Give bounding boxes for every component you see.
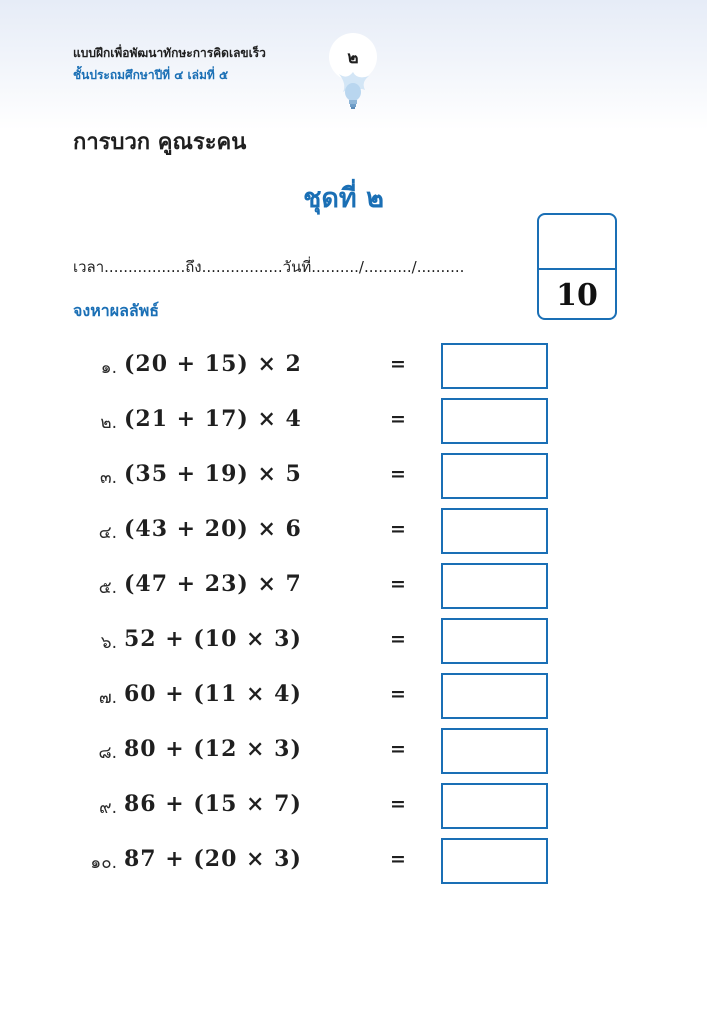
answer-box[interactable] [441, 618, 548, 664]
problem-number: ๑๐. [90, 853, 117, 873]
problem-row [0, 507, 707, 554]
problem-row [0, 452, 707, 499]
problem-expression: (21 + 17) × 4 [124, 406, 302, 432]
problem-number: ๘. [98, 743, 117, 763]
answer-box[interactable] [441, 563, 548, 609]
equals-sign: = [390, 353, 406, 375]
problem-number: ๑. [100, 358, 117, 378]
answer-box[interactable] [441, 728, 548, 774]
problem-expression: 60 + (11 × 4) [124, 681, 302, 707]
book-title: แบบฝึกเพื่อพัฒนาทักษะการคิดเลขเร็ว [73, 46, 266, 60]
equals-sign: = [390, 463, 406, 485]
lightbulb-splash-icon [333, 70, 373, 112]
problem-number: ๓. [99, 468, 117, 488]
equals-sign: = [390, 408, 406, 430]
problem-row [0, 782, 707, 829]
problem-row [0, 397, 707, 444]
problem-number: ๙. [99, 798, 117, 818]
problem-expression: 87 + (20 × 3) [124, 846, 302, 872]
equals-sign: = [390, 518, 406, 540]
equals-sign: = [390, 848, 406, 870]
problem-expression: (43 + 20) × 6 [124, 516, 302, 542]
problem-row [0, 727, 707, 774]
equals-sign: = [390, 573, 406, 595]
problem-row [0, 672, 707, 719]
book-level: ชั้นประถมศึกษาปีที่ ๔ เล่มที่ ๕ [73, 68, 229, 82]
instruction: จงหาผลลัพธ์ [73, 301, 160, 320]
equals-sign: = [390, 628, 406, 650]
answer-box[interactable] [441, 343, 548, 389]
score-obtained-field[interactable] [539, 215, 615, 270]
time-date-line: เวลา.................ถึง.................วันที่........../........../.......... [73, 258, 465, 276]
answer-box[interactable] [441, 838, 548, 884]
problem-number: ๔. [98, 523, 117, 543]
problem-row [0, 617, 707, 664]
problem-row [0, 562, 707, 609]
answer-box[interactable] [441, 508, 548, 554]
problem-expression: (47 + 23) × 7 [124, 571, 302, 597]
problem-number: ๕. [98, 578, 117, 598]
set-title-text: ชุดที่ ๒ [303, 183, 384, 214]
answer-box[interactable] [441, 673, 548, 719]
equals-sign: = [390, 793, 406, 815]
problem-expression: 52 + (10 × 3) [124, 626, 302, 652]
problem-expression: 80 + (12 × 3) [124, 736, 302, 762]
section-title: การบวก คูณระคน [73, 130, 247, 155]
score-box [537, 213, 617, 320]
answer-box[interactable] [441, 398, 548, 444]
problem-row [0, 837, 707, 884]
problem-number: ๒. [100, 413, 117, 433]
problem-expression: 86 + (15 × 7) [124, 791, 302, 817]
problem-expression: (20 + 15) × 2 [124, 351, 302, 377]
equals-sign: = [390, 683, 406, 705]
score-total: 10 [556, 277, 598, 313]
answer-box[interactable] [441, 783, 548, 829]
problem-number: ๖. [100, 633, 117, 653]
equals-sign: = [390, 738, 406, 760]
problem-number: ๗. [98, 688, 117, 708]
page-number: ๒ [347, 47, 359, 68]
answer-box[interactable] [441, 453, 548, 499]
problem-expression: (35 + 19) × 5 [124, 461, 302, 487]
problem-row [0, 342, 707, 389]
